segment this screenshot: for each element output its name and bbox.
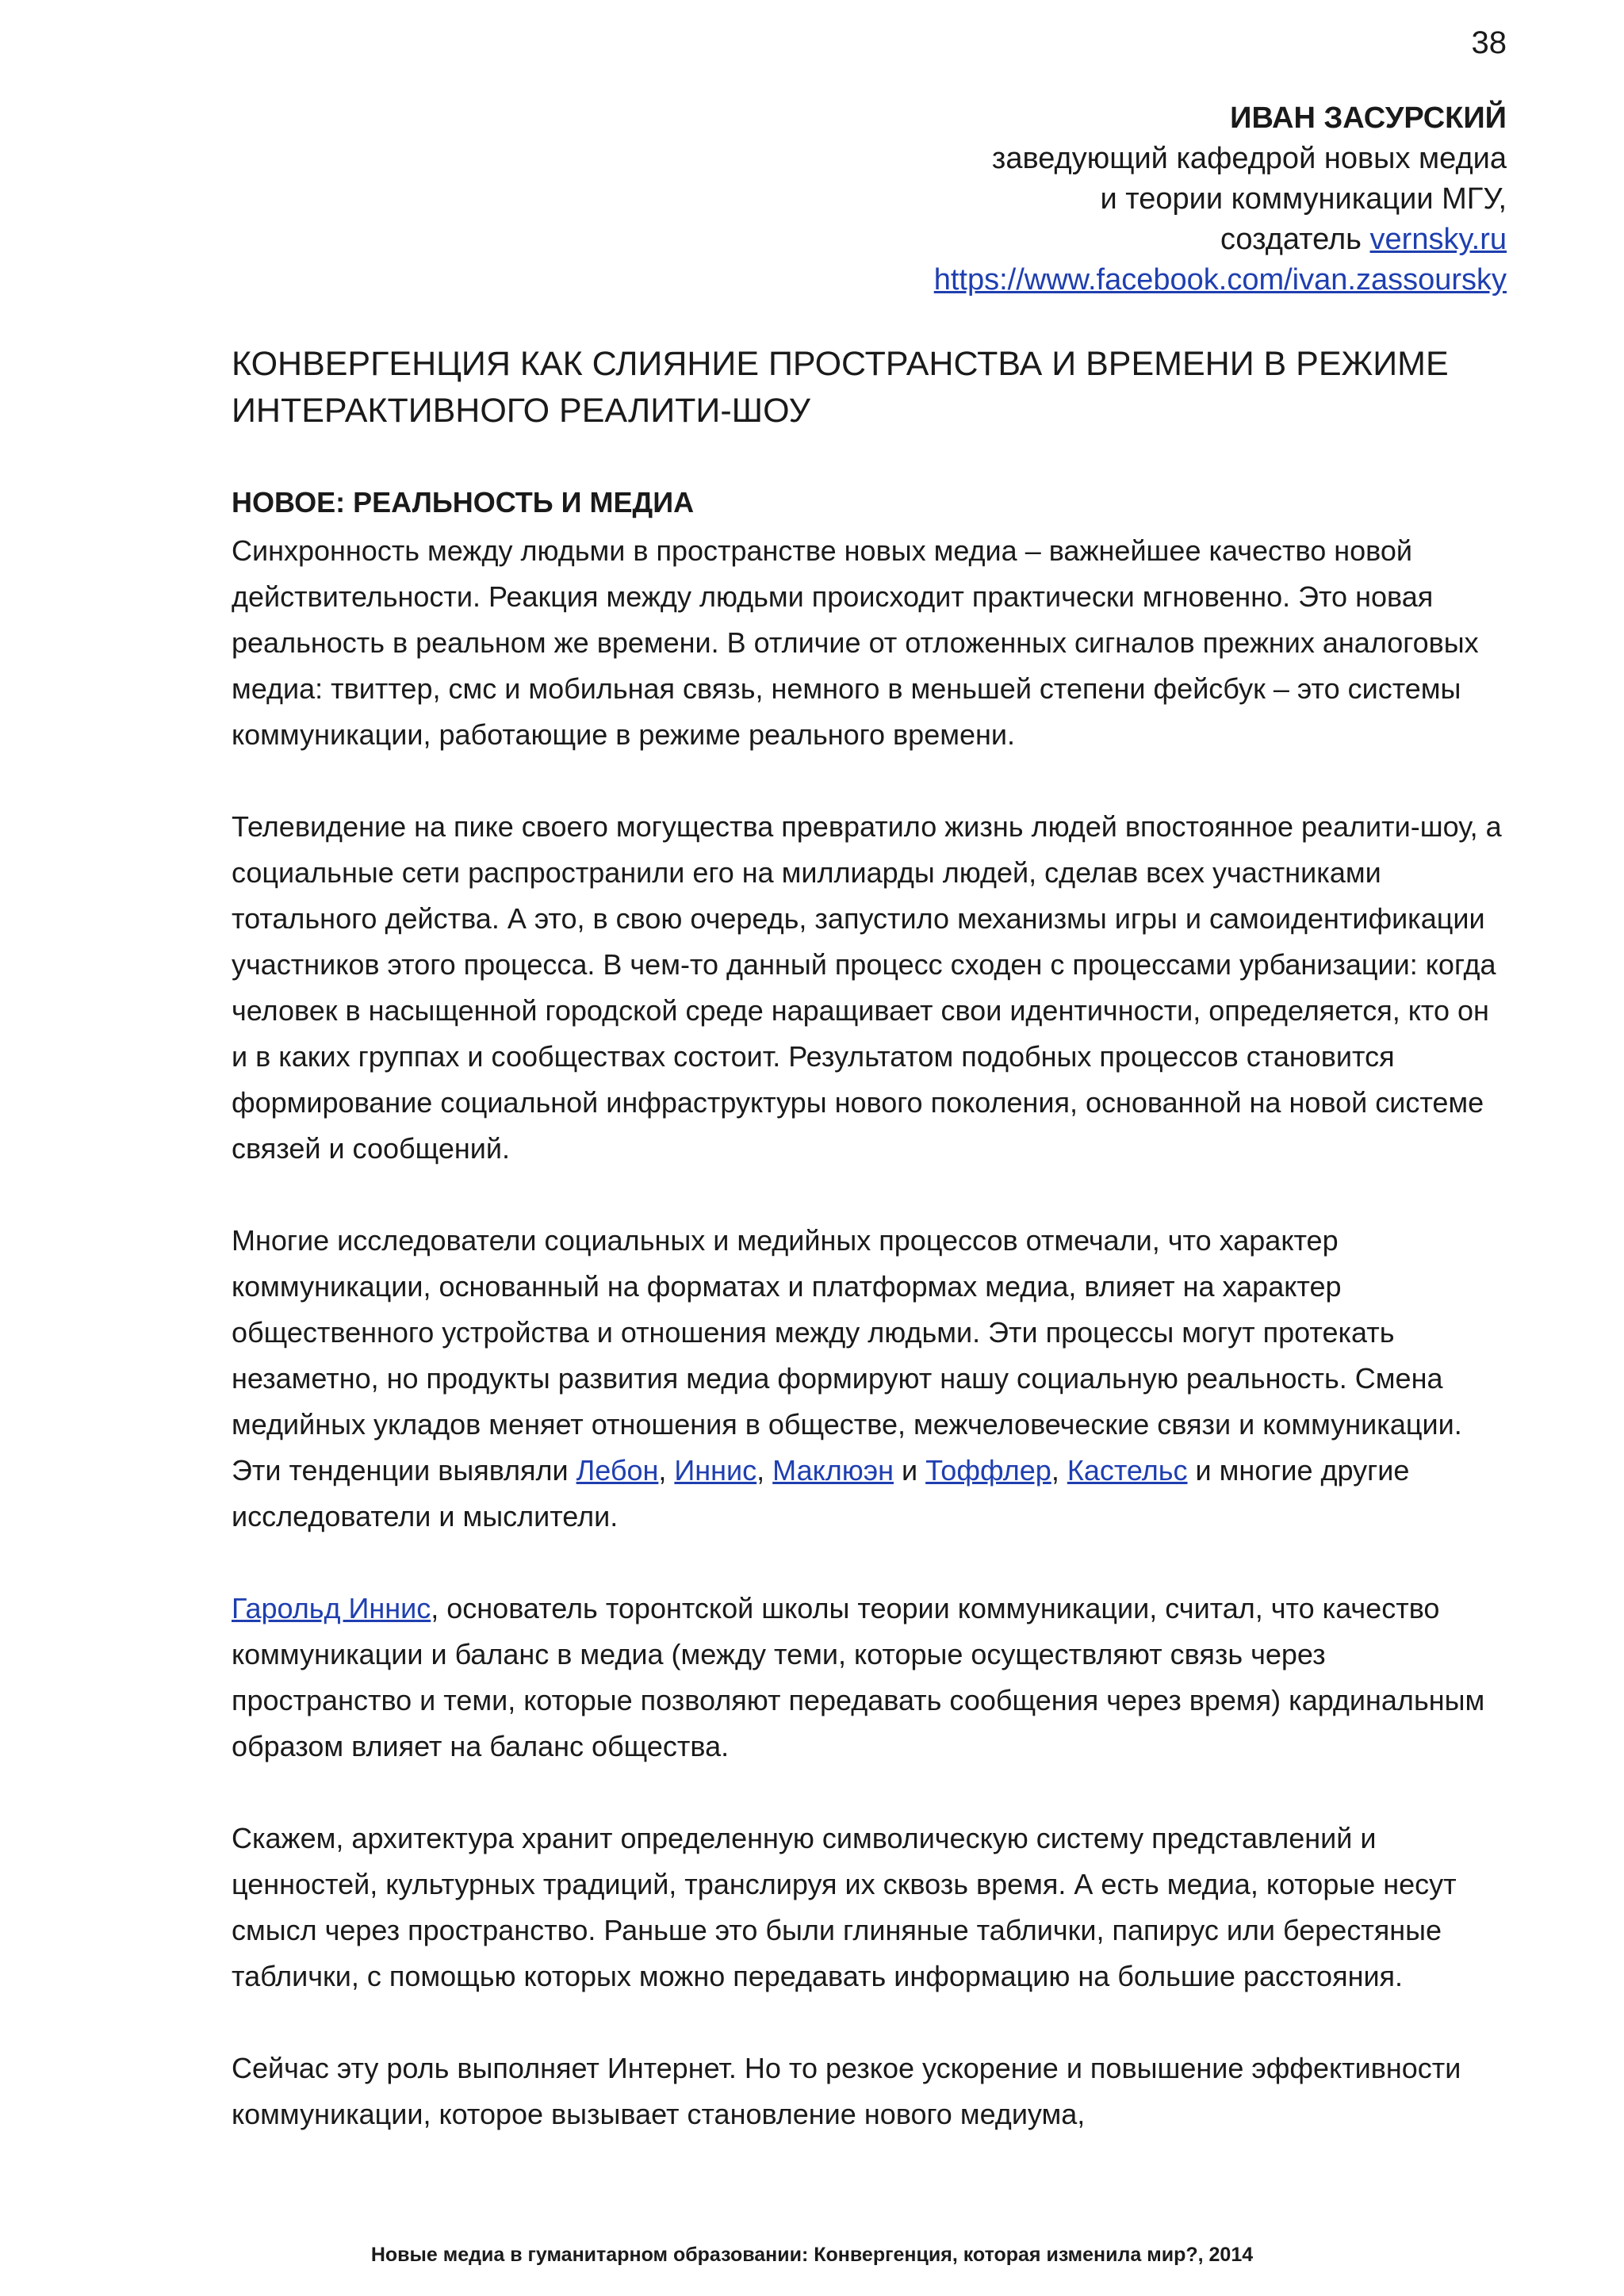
separator: ,: [1051, 1454, 1067, 1487]
paragraph-4-text: , основатель торонтской школы теории коммуникации, считал, что качество коммуникации и баланс в медиа (между теми, которые осуществляют связь через пространство и теми, которые позволяют передавать сообщения через время) кардинальным образом влияет на баланс общества.: [232, 1592, 1485, 1762]
facebook-link[interactable]: https://www.facebook.com/ivan.zassoursky: [933, 263, 1507, 297]
article-title: [232, 341, 1516, 434]
title-line-1: КОНВЕРГЕНЦИЯ КАК СЛИЯНИЕ ПРОСТРАНСТВА И ВРЕМЕНИ В РЕЖИМЕ: [232, 345, 1449, 383]
facebook-line: [934, 260, 1507, 300]
paragraph-4: [232, 1586, 1508, 1770]
creator-prefix: создатель: [1220, 223, 1370, 256]
title-line-2: ИНТЕРАКТИВНОГО РЕАЛИТИ-ШОУ: [232, 392, 810, 430]
author-position-line-1: заведующий кафедрой новых медиа: [991, 142, 1507, 175]
lebon-link[interactable]: Лебон: [576, 1454, 659, 1487]
separator: ,: [658, 1454, 675, 1487]
innis-link[interactable]: Иннис: [674, 1454, 757, 1487]
paragraph-6: Сейчас эту роль выполняет Интернет. Но то резкое ускорение и повышение эффективности коммуникации, которое вызывает становление нового медиума,: [232, 2052, 1461, 2130]
mcluhan-link[interactable]: Маклюэн: [772, 1454, 894, 1487]
castells-link[interactable]: Кастельс: [1067, 1454, 1188, 1487]
separator: ,: [756, 1454, 773, 1487]
page-footer: Новые медиа в гуманитарном образовании: Конвергенция, которая изменила мир?, 2014: [370, 2244, 1254, 2266]
paragraph-3-text: Многие исследователи социальных и медийных процессов отмечали, что характер коммуникации, основанный на форматах и платформах медиа, влияет на характер общественного устройства и отношения между людьми. Эти процессы могут протекать незаметно, но продукты развития медиа формируют нашу социальную реальность. Смена медийных укладов меняет отношения в обществе, межчеловеческие связи и коммуникации. Эти тенденции выявляли: [232, 1224, 1462, 1487]
author-block: [934, 98, 1507, 300]
section-heading: НОВОЕ: РЕАЛЬНОСТЬ И МЕДИА: [232, 486, 695, 519]
paragraph-2: Телевидение на пике своего могущества превратило жизнь людей впостоянное реалити-шоу, а социальные сети распространили его на миллиарды людей, сделав всех участниками тотального действа. А это, в свою очередь, запустило механизмы игры и самоидентификации участников этого процесса. В чем-то данный процесс сходен с процессами урбанизации: когда человек в насыщенной городской среде наращивает свои идентичности, определяется, кто он и в каких группах и сообществах состоит. Результатом подобных процессов становится формирование социальной инфраструктуры нового поколения, основанной на новой системе связей и сообщений.: [232, 810, 1502, 1165]
vernsky-link[interactable]: vernsky.ru: [1369, 223, 1507, 256]
author-creator-line: [934, 220, 1507, 260]
author-position-line-2: и теории коммуникации МГУ,: [1100, 182, 1507, 216]
paragraph-5: Скажем, архитектура хранит определенную символическую систему представлений и ценностей, культурных традиций, транслируя их сквозь время. А есть медиа, которые несут смысл через пространство. Раньше это были глиняные таблички, папирус или берестяные таблички, с помощью которых можно передавать информацию на большие расстояния.: [232, 1822, 1457, 1992]
paragraph-3-end: и многие другие исследователи и мыслители.: [232, 1454, 1410, 1533]
author-name: ИВАН ЗАСУРСКИЙ: [1230, 101, 1507, 135]
paragraph-3: [232, 1218, 1508, 1540]
page-number: 38: [1471, 25, 1507, 60]
toffler-link[interactable]: Тоффлер: [925, 1454, 1051, 1487]
paragraph-1: Синхронность между людьми в пространстве новых медиа – важнейшее качество новой действительности. Реакция между людьми происходит практически мгновенно. Это новая реальность в реальном же времени. В отличие от отложенных сигналов прежних аналоговых медиа: твиттер, смс и мобильная связь, немного в меньшей степени фейсбук – это системы коммуникации, работающие в режиме реального времени.: [232, 534, 1479, 751]
article-body: [232, 480, 1508, 2183]
separator: и: [894, 1454, 926, 1487]
harold-innis-link[interactable]: Гарольд Иннис: [232, 1592, 431, 1624]
